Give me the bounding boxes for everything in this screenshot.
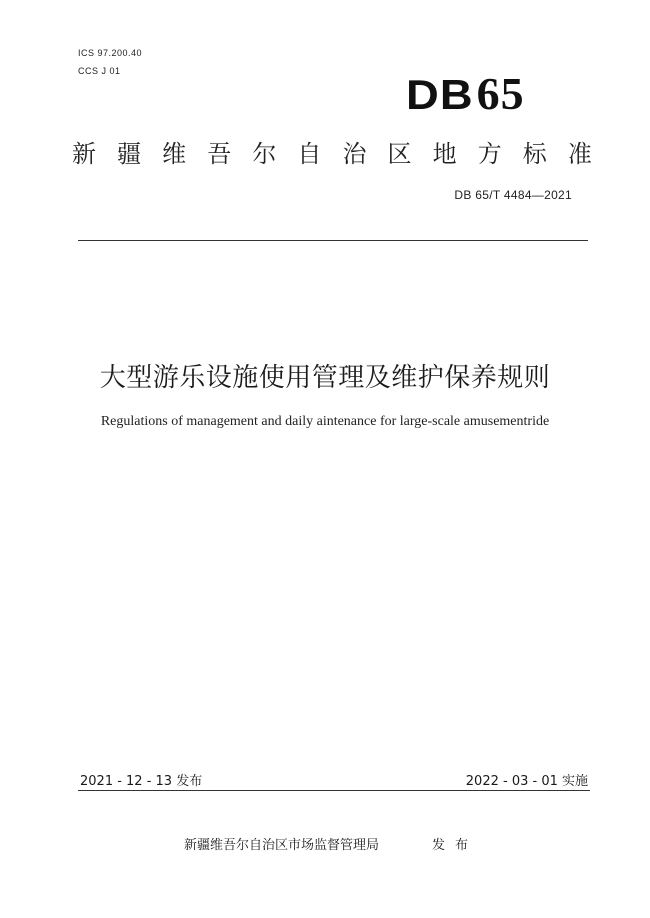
standard-type-char: 方 xyxy=(477,140,502,168)
standard-type-char: 地 xyxy=(432,140,457,168)
standard-type-char: 维 xyxy=(162,140,187,168)
standard-type-char: 疆 xyxy=(117,140,142,168)
standard-type-char: 尔 xyxy=(252,140,277,168)
standard-type-heading xyxy=(72,138,592,170)
logo-letters: DB xyxy=(406,71,474,118)
standard-type-char: 治 xyxy=(342,140,367,168)
top-divider xyxy=(78,240,588,241)
standard-number: DB 65/T 4484—2021 xyxy=(454,188,572,202)
title-chinese: 大型游乐设施使用管理及维护保养规则 xyxy=(99,363,551,393)
title-english: Regulations of management and daily aintenance for large-scale amusementride xyxy=(100,414,550,429)
standard-type-char: 标 xyxy=(522,140,547,168)
standard-type-char: 吾 xyxy=(207,140,232,168)
issue-date: 2021 - 12 - 13 发布 xyxy=(80,774,203,789)
logo-number: 65 xyxy=(476,68,525,119)
issuing-authority: 新疆维吾尔自治区市场监督管理局 xyxy=(184,838,380,853)
standard-type-char: 准 xyxy=(567,140,592,168)
standard-type-char: 自 xyxy=(297,140,322,168)
db65-logo xyxy=(406,66,525,123)
standard-type-char: 新 xyxy=(72,140,96,168)
standard-type-char: 区 xyxy=(387,140,412,168)
bottom-divider xyxy=(78,790,590,791)
ccs-code: CCS J 01 xyxy=(78,66,121,76)
implementation-date: 2022 - 03 - 01 实施 xyxy=(465,774,588,789)
ics-code: ICS 97.200.40 xyxy=(78,48,143,58)
issue-label: 发布 xyxy=(432,838,479,853)
